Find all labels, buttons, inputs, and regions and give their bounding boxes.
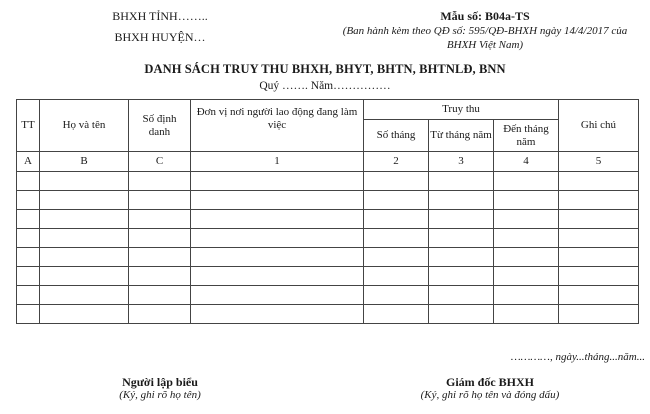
cell[interactable]: [40, 305, 129, 324]
cell[interactable]: [494, 191, 559, 210]
preparer-title: Người lập biểu: [122, 375, 198, 389]
cell[interactable]: [494, 229, 559, 248]
cell[interactable]: [494, 267, 559, 286]
cell[interactable]: [129, 210, 191, 229]
cell[interactable]: [40, 210, 129, 229]
cell[interactable]: [494, 210, 559, 229]
code-cell: 5: [559, 152, 639, 172]
header-id-number: Số định danh: [129, 100, 191, 152]
director-note: (Ký, ghi rõ họ tên và đóng dấu): [420, 389, 560, 401]
cell[interactable]: [17, 172, 40, 191]
cell[interactable]: [17, 210, 40, 229]
cell[interactable]: [191, 305, 364, 324]
cell[interactable]: [429, 305, 494, 324]
code-cell: 2: [364, 152, 429, 172]
province-label: BHXH TỈNH……..: [112, 9, 208, 23]
period-line: Quý ……. Năm……………: [259, 80, 391, 92]
cell[interactable]: [364, 191, 429, 210]
cell[interactable]: [17, 248, 40, 267]
cell[interactable]: [191, 210, 364, 229]
cell[interactable]: [559, 267, 639, 286]
form-note-line2: BHXH Việt Nam): [446, 39, 524, 51]
cell[interactable]: [559, 191, 639, 210]
header-to-month-year: Đến tháng năm: [494, 120, 559, 152]
cell[interactable]: [559, 172, 639, 191]
district-label: BHXH HUYỆN…: [114, 30, 206, 44]
cell[interactable]: [40, 229, 129, 248]
cell[interactable]: [364, 305, 429, 324]
form-number: Mẫu số: B04a-TS: [440, 9, 530, 23]
cell[interactable]: [40, 248, 129, 267]
cell[interactable]: [129, 305, 191, 324]
cell[interactable]: [559, 210, 639, 229]
table-row: [17, 191, 639, 210]
cell[interactable]: [494, 172, 559, 191]
header-collection-group: Truy thu: [364, 100, 559, 120]
cell[interactable]: [17, 191, 40, 210]
cell[interactable]: [559, 286, 639, 305]
cell[interactable]: [559, 229, 639, 248]
cell[interactable]: [364, 267, 429, 286]
cell[interactable]: [429, 267, 494, 286]
cell[interactable]: [364, 210, 429, 229]
cell[interactable]: [129, 191, 191, 210]
cell[interactable]: [429, 286, 494, 305]
cell[interactable]: [17, 305, 40, 324]
table-row: [17, 305, 639, 324]
cell[interactable]: [364, 229, 429, 248]
cell[interactable]: [40, 286, 129, 305]
header-tt: TT: [17, 100, 40, 152]
header-notes: Ghi chú: [559, 100, 639, 152]
cell[interactable]: [559, 305, 639, 324]
cell[interactable]: [429, 191, 494, 210]
code-cell: 1: [191, 152, 364, 172]
cell[interactable]: [191, 172, 364, 191]
cell[interactable]: [191, 248, 364, 267]
cell[interactable]: [494, 305, 559, 324]
code-cell: 4: [494, 152, 559, 172]
cell[interactable]: [191, 229, 364, 248]
code-cell: B: [40, 152, 129, 172]
cell[interactable]: [17, 267, 40, 286]
column-code-row: [17, 152, 639, 172]
cell[interactable]: [129, 267, 191, 286]
cell[interactable]: [429, 172, 494, 191]
cell[interactable]: [429, 229, 494, 248]
signature-date-line: …………, ngày...tháng...năm...: [510, 351, 645, 363]
cell[interactable]: [17, 286, 40, 305]
code-cell: 3: [429, 152, 494, 172]
cell[interactable]: [129, 248, 191, 267]
director-title: Giám đốc BHXH: [445, 375, 534, 389]
cell[interactable]: [191, 286, 364, 305]
cell[interactable]: [40, 172, 129, 191]
cell[interactable]: [494, 248, 559, 267]
cell[interactable]: [364, 248, 429, 267]
code-cell: C: [129, 152, 191, 172]
cell[interactable]: [40, 191, 129, 210]
cell[interactable]: [429, 248, 494, 267]
table-row: [17, 172, 639, 191]
header-full-name: Họ và tên: [40, 100, 129, 152]
code-cell: A: [17, 152, 40, 172]
header-work-unit: Đơn vị nơi người lao động đang làm việc: [191, 100, 364, 152]
table-row: [17, 229, 639, 248]
cell[interactable]: [40, 267, 129, 286]
document-title: DANH SÁCH TRUY THU BHXH, BHYT, BHTN, BHTNLĐ, BNN: [144, 62, 506, 76]
table-row: [17, 286, 639, 305]
table-row: [17, 267, 639, 286]
header-month-count: Số tháng: [364, 120, 429, 152]
cell[interactable]: [429, 210, 494, 229]
cell[interactable]: [559, 248, 639, 267]
table-row: [17, 248, 639, 267]
cell[interactable]: [129, 172, 191, 191]
cell[interactable]: [494, 286, 559, 305]
collection-list-table: [16, 99, 639, 324]
table-row: [17, 210, 639, 229]
form-issuance-note: [325, 24, 645, 52]
cell[interactable]: [129, 229, 191, 248]
cell[interactable]: [129, 286, 191, 305]
cell[interactable]: [364, 286, 429, 305]
cell[interactable]: [191, 267, 364, 286]
cell[interactable]: [191, 191, 364, 210]
cell[interactable]: [17, 229, 40, 248]
preparer-note: (Ký, ghi rõ họ tên): [119, 389, 201, 401]
cell[interactable]: [364, 172, 429, 191]
header-from-month-year: Từ tháng năm: [429, 120, 494, 152]
form-note-line1: (Ban hành kèm theo QĐ số: 595/QĐ-BHXH ngày 14/4/2017 của: [342, 25, 628, 37]
